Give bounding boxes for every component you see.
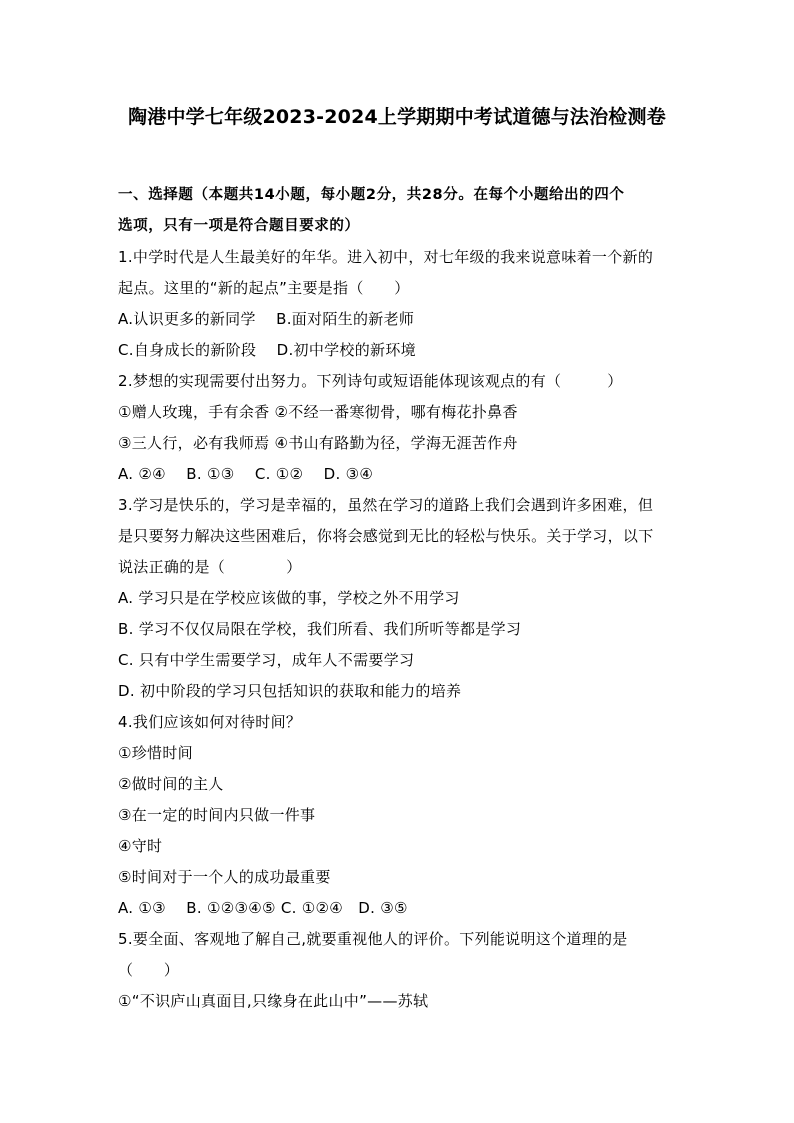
question-1-options-cd: C.自身成长的新阶段 D.初中学校的新环境 bbox=[118, 341, 416, 359]
question-2-items-12: ①赠人玫瑰，手有余香 ②不经一番寒彻骨，哪有梅花扑鼻香 bbox=[118, 403, 518, 421]
question-4-item-1: ①珍惜时间 bbox=[118, 744, 193, 762]
question-4-item-4: ④守时 bbox=[118, 837, 163, 855]
question-3-option-d: D. 初中阶段的学习只包括知识的获取和能力的培养 bbox=[118, 682, 462, 700]
section-heading-line-1: 一、选择题（本题共14小题，每小题2分，共28分。在每个小题给出的四个 bbox=[118, 187, 625, 203]
section-heading-line-2: 选项，只有一项是符合题目要求的） bbox=[118, 218, 360, 234]
page-title: 陶港中学七年级2023-2024上学期期中考试道德与法治检测卷 bbox=[128, 106, 666, 128]
question-3-line-3: 说法正确的是（ ） bbox=[118, 558, 302, 576]
question-2-options: A. ②④ B. ①③ C. ①② D. ③④ bbox=[118, 465, 374, 483]
question-4-options: A. ①③ B. ①②③④⑤ C. ①②④ D. ③⑤ bbox=[118, 899, 408, 917]
question-1-options-ab: A.认识更多的新同学 B.面对陌生的新老师 bbox=[118, 310, 415, 328]
question-3-line-2: 是只要努力解决这些困难后，你将会感觉到无比的轻松与快乐。关于学习，以下 bbox=[118, 527, 654, 545]
question-5-answer-blank: （ ） bbox=[118, 961, 180, 979]
question-3-option-a: A. 学习只是在学校应该做的事，学校之外不用学习 bbox=[118, 589, 460, 607]
question-2-items-34: ③三人行，必有我师焉 ④书山有路勤为径，学海无涯苦作舟 bbox=[118, 434, 518, 452]
question-3-option-b: B. 学习不仅仅局限在学校，我们所看、我们所听等都是学习 bbox=[118, 620, 522, 638]
question-1-line-2: 起点。这里的“新的起点”主要是指（ ） bbox=[118, 279, 410, 297]
question-1-line-1: 1.中学时代是人生最美好的年华。进入初中，对七年级的我来说意味着一个新的 bbox=[118, 248, 654, 266]
question-5-item-1: ①“不识庐山真面目,只缘身在此山中”——苏轼 bbox=[118, 992, 429, 1010]
question-2-stem: 2.梦想的实现需要付出努力。下列诗句或短语能体现该观点的有（ ） bbox=[118, 372, 623, 390]
question-4-item-5: ⑤时间对于一个人的成功最重要 bbox=[118, 868, 331, 886]
exam-content bbox=[118, 180, 678, 1017]
question-3-line-1: 3.学习是快乐的，学习是幸福的，虽然在学习的道路上我们会遇到许多困难，但 bbox=[118, 496, 654, 514]
question-4-item-3: ③在一定的时间内只做一件事 bbox=[118, 806, 316, 824]
question-4-item-2: ②做时间的主人 bbox=[118, 775, 224, 793]
question-5-stem: 5.要全面、客观地了解自己,就要重视他人的评价。下列能说明这个道理的是 bbox=[118, 930, 628, 948]
question-4-stem: 4.我们应该如何对待时间？ bbox=[118, 713, 302, 731]
question-3-option-c: C. 只有中学生需要学习，成年人不需要学习 bbox=[118, 651, 415, 669]
